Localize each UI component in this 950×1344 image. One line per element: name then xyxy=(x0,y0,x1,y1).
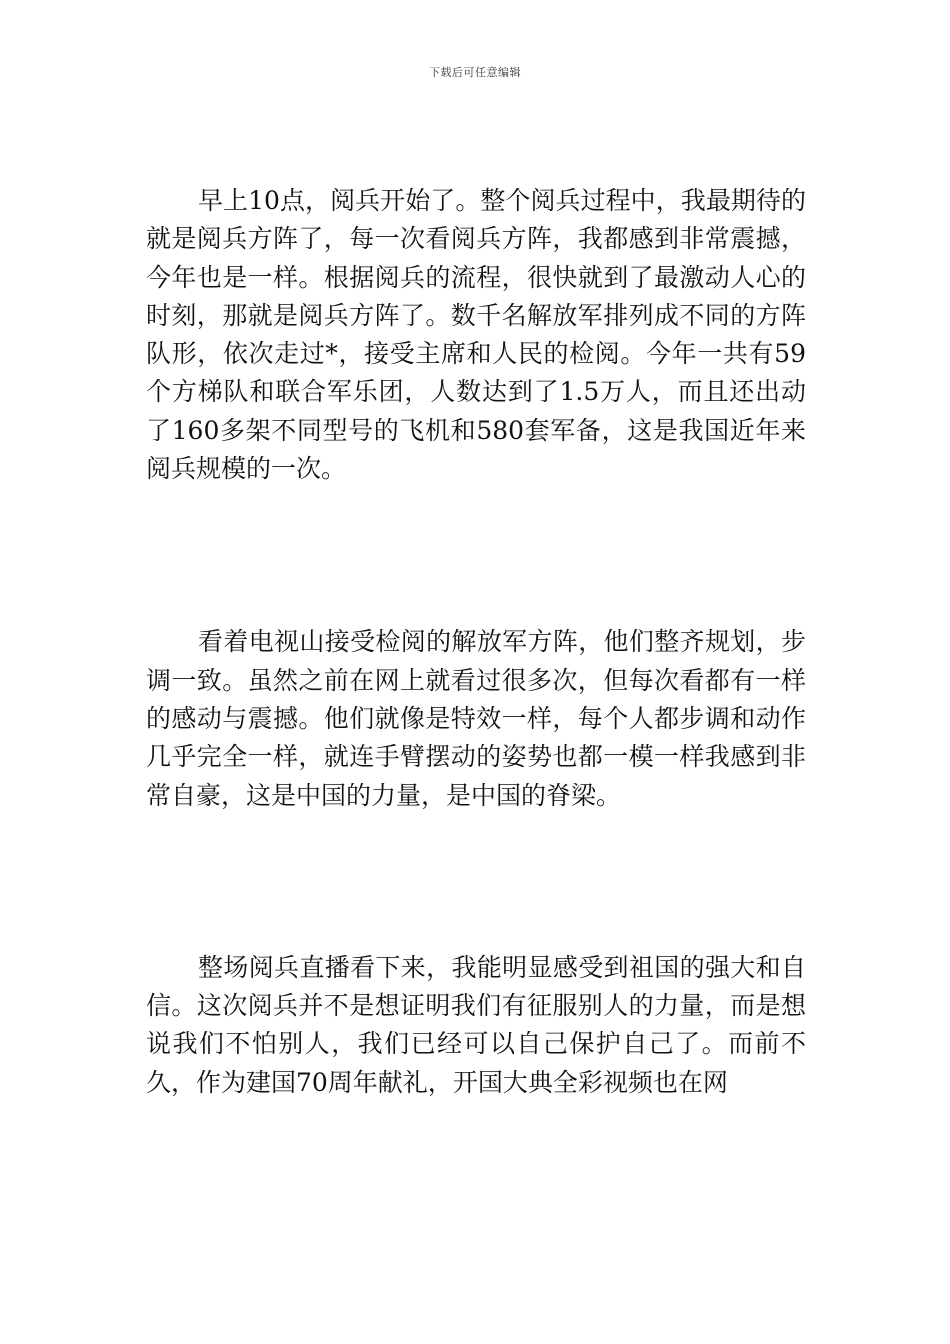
page-header: 下载后可任意编辑 xyxy=(429,66,521,79)
paragraph-1: 早上10点，阅兵开始了。整个阅兵过程中，我最期待的就是阅兵方阵了，每一次看阅兵方阵，我都感到非常震撼，今年也是一样。根据阅兵的流程，很快就到了最激动人心的时刻，那就是阅兵方阵了。数千名解放军排列成不同的方阵队形，依次走过*，接受主席和人民的检阅。今年一共有59个方梯队和联合军乐团，人数达到了1.5万人，而且还出动了160多架不同型号的飞机和580套军备，这是我国近年来阅兵规模的一次。 xyxy=(146,186,806,484)
document-body xyxy=(146,182,806,1102)
paragraph-2: 看着电视山接受检阅的解放军方阵，他们整齐规划，步调一致。虽然之前在网上就看过很多次，但每次看都有一样的感动与震撼。他们就像是特效一样，每个人都步调和动作几乎完全一样，就连手臂摆动的姿势也都一模一样我感到非常自豪，这是中国的力量，是中国的脊梁。 xyxy=(146,627,806,810)
paragraph-3: 整场阅兵直播看下来，我能明显感受到祖国的强大和自信。这次阅兵并不是想证明我们有征服别人的力量，而是想说我们不怕别人，我们已经可以自己保护自己了。而前不久，作为建国70周年献礼，开国大典全彩视频也在网 xyxy=(146,952,806,1097)
